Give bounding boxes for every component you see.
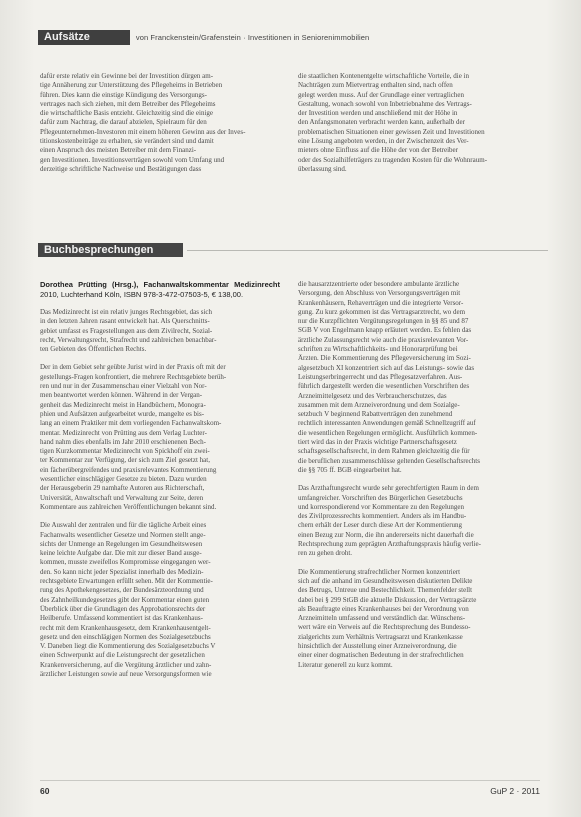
- top-right-column: [298, 72, 538, 174]
- paragraph: [40, 363, 280, 512]
- text-line: rechtsgebiete Erwartungen erfüllt sehen. Mit der Kommentie-: [40, 577, 213, 586]
- text-line: Das Medizinrecht ist ein relativ junges Rechtsgebiet, das sich: [40, 308, 213, 316]
- text-line: wert wäre ein Verweis auf die Rechtsprechung des Bundesso-: [298, 623, 471, 632]
- text-line: ten Gebieten des Öffentlichen Rechts.: [40, 345, 147, 354]
- text-line: hand nahm dies ebenfalls im Jahr 2010 erschienenen Bech-: [40, 437, 207, 446]
- journal-issue: GuP 2 · 2011: [490, 786, 540, 796]
- text-line: Krankenhäusern, Rehaverträgen und die integrierte Versor-: [298, 298, 464, 307]
- text-line: recht mit dem Krankenhausgesetz, dem Krankenhausentgelt-: [40, 623, 211, 632]
- footer-divider: [40, 780, 540, 781]
- text-line: ärztliche Zulassungsrecht wie auch die praxisrelevanten Vor-: [298, 335, 469, 344]
- text-line: gebiet umfasst es Fragestellungen aus dem Zivilrecht, Sozial-: [40, 326, 213, 335]
- text-line: kommen, musste zweifellos Kompromisse eingegangen wer-: [40, 558, 211, 567]
- text-line: Pflegeunternehmen-Investoren mit einem höheren Gewinn aus der Inves-: [40, 127, 246, 136]
- text-line: Rechtsprechung zum geprägten Arzthaftungspraxis häufig verlie-: [298, 540, 481, 549]
- text-line: Arzneimittelgesetz und des Verbraucherschutzes, das: [298, 391, 447, 400]
- text-line: tigen Kurzkommentar Medizinrecht von Spickhoff ein zwei-: [40, 447, 210, 456]
- text-line: rung des Apothekengesetzes, der Bundesärzteordnung und: [40, 586, 204, 595]
- text-line: dafür erste relativ ein Gewinne bei der Investition dürgen am-: [40, 72, 214, 80]
- text-line: schriften zu Wirtschaftlichkeits- und Honorarprüfung bei: [298, 345, 458, 354]
- text-line: Fachanwalts wesentlicher Gesetze und Normen stellt ange-: [40, 530, 206, 539]
- text-line: ren zu gehen droht.: [298, 549, 353, 558]
- running-header: [38, 30, 548, 45]
- text-line: Das Arzthaftungsrecht wurde sehr gerechtfertigten Raum in dem: [298, 484, 479, 493]
- text-line: sichts der Unmenge an Regelungen im Gesundheitswesen: [40, 539, 203, 548]
- bottom-right-column: [298, 280, 538, 679]
- text-line: gelegt werden muss. Auf der Grundlage einer vertraglichen: [298, 90, 464, 99]
- text-line: ärztlicher Leistungen sowie auf neue Versorgungsformen wie: [40, 669, 212, 678]
- text-line: recht, Verwaltungsrecht, Strafrecht und zahlreichen benachbar-: [40, 335, 217, 344]
- text-line: SGB V von Engelmann knapp erläutert werden. Es fehlen das: [298, 326, 472, 335]
- text-line: umfangreicher. Vorschriften des Bürgerlichen Gesetzbuchs: [298, 493, 463, 502]
- text-line: einen Anspruch des meisten Betreiber mit dem Finanzi-: [40, 146, 197, 155]
- text-line: gesetz und den einschlägigen Normen des Sozialgesetzbuchs: [40, 632, 211, 641]
- text-line: Die Kommentierung strafrechtlicher Normen konzentriert: [298, 567, 461, 576]
- text-line: Literatur generell zu kurz kommt.: [298, 660, 393, 669]
- text-line: Versorgung, den Abschluss von Versorgungsverträgen mit: [298, 289, 461, 298]
- text-line: wesentlicher einschlägiger Gesetze zu bieten. Dazu wurden: [40, 475, 207, 484]
- paragraph: [298, 484, 538, 558]
- text-line: der Herausgeberin 29 namhafte Autoren aus Richterschaft,: [40, 484, 205, 493]
- text-line: führlich dargestellt werden die wesentlichen Vorschriften des: [298, 382, 470, 391]
- text-line: dabei bei § 299 StGB die aktuelle Diskussion, der Vertragsärzte: [298, 595, 477, 604]
- section-header: [38, 243, 548, 257]
- text-line: hinsichtlich der Ausstellung einer Arzneiverordnung, die: [298, 641, 457, 650]
- text-line: Nachträgen zum Mietvertrag enthalten sind, nach offen: [298, 81, 453, 90]
- text-line: sich auf die anhand im Gesundheitswesen diskutierten Delikte: [298, 576, 473, 585]
- text-line: führen. Dies kann die einstige Kündigung des Versorgungs-: [40, 90, 207, 99]
- text-line: derzeitige schriftliche Nachweise und Bestätigungen dass: [40, 164, 202, 173]
- text-line: gen Investitionen. Investitionsverträgen sowohl vom Umfang und: [40, 155, 225, 164]
- text-line: problematischen Situationen einer gewissen Zeit und Investitionen: [298, 127, 485, 136]
- text-line: Leistungserbringerrecht und das Pflegesatzverfahren. Aus-: [298, 372, 463, 381]
- text-line: der Investition werden und anschließend mit der Höhe in: [298, 109, 458, 118]
- text-line: des Zivilprozessrechts kommentiert. Anders als im Handbu-: [298, 512, 467, 521]
- page-footer: [40, 786, 540, 798]
- text-line: eine Lösung angeboten werden, in der Zwischenzeit des Ver-: [298, 137, 469, 146]
- text-line: ren und nur in der Zusammenschau einer Vielzahl von Nor-: [40, 382, 207, 391]
- text-line: des Betrugs, Untreue und Bestechlichkeit. Themenfelder stellt: [298, 586, 473, 595]
- book-title: Fachanwaltskommentar Medizinrecht: [143, 280, 280, 289]
- text-line: Krankenversicherung, auf die Vergütung ärztlicher und zahn-: [40, 660, 212, 669]
- text-line: titionskostenbeiträge zu erhalten, sie verändert sind und damit: [40, 137, 214, 146]
- text-line: in den letzten Jahren rasant entwickelt hat. Als Querschnitts-: [40, 317, 210, 326]
- running-title: von Franckenstein/Grafenstein · Investitionen in Seniorenimmobilien: [135, 33, 370, 42]
- text-line: zusammen mit dem Arzneiverordnung und dem Sozialge-: [298, 400, 460, 409]
- text-line: Universität, Anwaltschaft und Verwaltung zur Seite, deren: [40, 493, 204, 502]
- text-line: Der in dem Gebiet sehr geübte Jurist wird in der Praxis oft mit der: [40, 363, 226, 372]
- section-banner: Aufsätze: [38, 30, 130, 45]
- text-line: setzbuch V beginnend Rabattverträgen den zunehmend: [298, 410, 453, 419]
- text-line: zialgerichts zum Verhältnis Vertragsarzt und Krankenkasse: [298, 632, 463, 641]
- text-line: tige Annäherung zur Unterstützung des Pflegeheims in Betrieben: [40, 81, 223, 90]
- text-line: überlassung sind.: [298, 164, 347, 173]
- text-line: mentar. Medizinrecht von Prütting aus dem Verlag Luchter-: [40, 428, 207, 437]
- text-line: men beantwortet werden können. Während in der Vergan-: [40, 391, 203, 400]
- text-line: den Anfangsmonaten verbracht werden kann, außerhalb der: [298, 118, 465, 127]
- top-left-column: [40, 72, 280, 174]
- text-line: rechtlich interessanten Anwendungen gemäß Schnellzugriff auf: [298, 419, 476, 428]
- book-authors: Dorothea Prütting (Hrsg.),: [40, 280, 139, 289]
- paragraph: [40, 308, 280, 354]
- section-title: Buchbesprechungen: [38, 243, 183, 257]
- text-line: mieters ohne Einfluss auf die Höhe der von der Betreiber: [298, 146, 458, 155]
- text-line: lang an einem Praktiker mit dem vorliegenden Fachanwaltskom-: [40, 419, 222, 428]
- review-text-left: [40, 308, 280, 679]
- bottom-left-column: [40, 280, 280, 688]
- text-line: keine leichte Aufgabe dar. Die mit zur dieser Band ausge-: [40, 549, 202, 558]
- text-line: Kommentare aus zahlreichen Veröffentlichungen bekannt sind.: [40, 502, 217, 511]
- text-line: oder des Sozialhilfeträgers zu tragenden Kosten für die Wohnraum-: [298, 155, 488, 164]
- text-line: Arzneimitteln umfassend und verständlich dar. Wünschens-: [298, 614, 466, 623]
- book-citation: [40, 280, 280, 299]
- text-line: einen Schwerpunkt auf die Leistungsrecht der gesetzlichen: [40, 651, 205, 660]
- book-details: 2010, Luchterhand Köln, ISBN 978-3-472-07503-5, € 138,00.: [40, 289, 244, 299]
- text-line: dafür zum Nachtrag, die darauf abzielen, Spielraum für den: [40, 118, 207, 127]
- text-line: Gestaltung, wonach sowohl von Inbetriebnahme des Vertrags-: [298, 99, 472, 108]
- text-line: einer einer dogmatischen Bedeutung in der strafrechtlichen: [298, 651, 464, 660]
- section-divider: [187, 250, 548, 251]
- text-line: einen Bezug zur Norm, die ihn andererseits nicht dauerhaft die: [298, 530, 474, 539]
- text-line: des Zahnheilkundegesetzes gibt der Kommentar einen guten: [40, 595, 210, 604]
- text-line: den. So kann nicht jeder Spezialist innerhalb des Medizin-: [40, 567, 204, 576]
- text-line: chern erhält der Leser durch diese Art der Kommentierung: [298, 521, 463, 530]
- text-line: V. Daneben liegt die Kommentierung des Sozialgesetzbuchs V: [40, 642, 216, 651]
- text-line: die wirtschaftliche Basis entzieht. Gleichzeitig sind die einige: [40, 109, 214, 118]
- text-line: Heilberufe. Umfassend kommentiert ist das Krankenhaus-: [40, 614, 203, 623]
- text-line: Die Auswahl der zentralen und für die tägliche Arbeit eines: [40, 521, 207, 530]
- text-line: ter Kommentar zur Verfügung, der sich zum Ziel gesetzt hat,: [40, 456, 210, 465]
- text-line: die beruflichen zusammenschlüsse geltenden Gesellschaftsrechts: [298, 456, 480, 465]
- text-line: und korrespondierend vor Kommentare zu den Regelungen: [298, 502, 465, 511]
- text-line: schaftsgesellschaftsrecht, in dem Rahmen gleichzeitig die für: [298, 447, 470, 456]
- text-line: die hausarztzentrierte oder besondere ambulante ärztliche: [298, 280, 460, 288]
- text-line: genheit das Medizinrecht meist in Handbüchern, Monogra-: [40, 400, 206, 409]
- text-line: ein fächerübergreifendes und praxisrelevantes Kommentierung: [40, 465, 217, 474]
- paragraph: [298, 280, 538, 475]
- text-line: gung. Zu kurz gekommen ist das Vertragsarztrecht, wo dem: [298, 307, 466, 316]
- text-line: tiert wird das in der Praxis wichtige Partnerschaftsgesetz: [298, 438, 457, 447]
- text-line: als Beauftragte eines Krankenhauses bei der Verordnung von: [298, 604, 469, 613]
- text-line: die staatlichen Kontenentgelte wirtschaftliche Vorteile, die in: [298, 72, 469, 80]
- text-line: die §§ 705 ff. BGB eingearbeitet hat.: [298, 465, 402, 474]
- text-line: gestellungs-Fragen konfrontiert, die mehrere Rechtsgebiete berüh-: [40, 372, 227, 381]
- paragraph: [298, 568, 538, 670]
- text-line: die wesentlichen Regelungen ermöglicht. Ausführlich kommen-: [298, 428, 478, 437]
- page-number: 60: [40, 786, 50, 796]
- text-line: Überblick über die Grundlagen des Approbationsrechts der: [40, 604, 206, 613]
- text-line: nur die Kurzpflichten Vergütungsregelungen in §§ 85 und 87: [298, 317, 469, 326]
- text-line: vertrages nach sich ziehen, mit dem Betreiber des Pflegeheims: [40, 99, 216, 108]
- paragraph: [40, 521, 280, 679]
- text-line: phien und Aufsätzen aufgearbeitet wurde, mangelte es bis-: [40, 409, 205, 418]
- text-line: algesetzbuch XI konzentriert sich auf das Leistungs- sowie das: [298, 363, 475, 372]
- text-line: Ärzten. Die Kommentierung des Pflegeversicherung im Sozi-: [298, 354, 471, 363]
